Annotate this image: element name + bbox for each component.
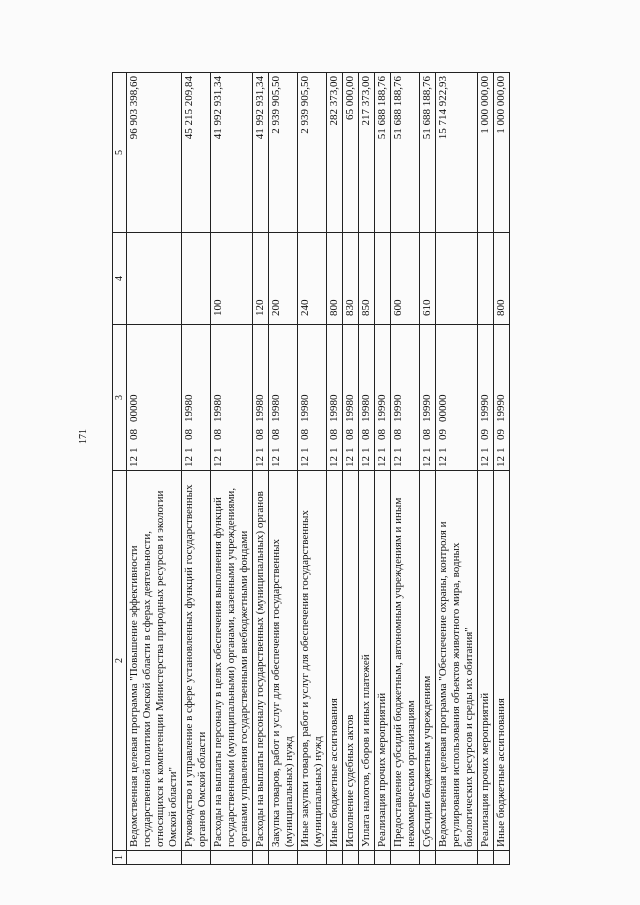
row-index-cell	[127, 851, 182, 865]
code-subsection: 1	[254, 447, 266, 453]
row-expense-kind: 100	[211, 233, 253, 325]
table-row	[359, 73, 375, 865]
budget-table	[112, 72, 510, 865]
row-expense-kind	[375, 233, 391, 325]
row-amount: 65 000,00	[343, 73, 359, 233]
code-direction: 00000	[437, 394, 449, 422]
code-section: 12	[360, 456, 372, 467]
code-direction: 19990	[495, 394, 507, 422]
table-row	[478, 73, 494, 865]
header-row	[113, 73, 127, 865]
row-index-cell	[478, 851, 494, 865]
code-direction: 19980	[254, 394, 266, 422]
code-subsection: 1	[495, 447, 507, 453]
page-number: 171	[78, 429, 89, 444]
row-expense-kind: 610	[420, 233, 436, 325]
row-code-cell	[182, 325, 211, 471]
row-expense-kind: 200	[269, 233, 298, 325]
table-row	[269, 73, 298, 865]
code-section: 12	[344, 456, 356, 467]
row-name: Исполнение судебных актов	[343, 471, 359, 851]
row-index-cell	[359, 851, 375, 865]
row-expense-kind: 600	[391, 233, 420, 325]
code-program: 08	[299, 429, 311, 440]
row-name: Руководство и управление в сфере установленных функций государственных органов Омской области	[182, 471, 211, 851]
row-index-cell	[494, 851, 510, 865]
row-code-cell	[436, 325, 478, 471]
row-amount: 217 373,00	[359, 73, 375, 233]
row-amount: 2 939 905,50	[269, 73, 298, 233]
row-expense-kind: 120	[253, 233, 269, 325]
code-subsection: 1	[392, 447, 404, 453]
code-section: 12	[254, 456, 266, 467]
code-subsection: 1	[270, 447, 282, 453]
code-direction: 19990	[376, 394, 388, 422]
row-amount: 41 992 931,34	[253, 73, 269, 233]
header-col-3: 3	[113, 325, 127, 471]
row-code-cell	[391, 325, 420, 471]
row-expense-kind	[127, 233, 182, 325]
table-row	[182, 73, 211, 865]
row-code-cell	[298, 325, 327, 471]
row-code-cell	[211, 325, 253, 471]
code-program: 08	[392, 429, 404, 440]
code-section: 12	[376, 456, 388, 467]
table-row	[436, 73, 478, 865]
row-code-cell	[375, 325, 391, 471]
row-amount: 1 000 000,00	[494, 73, 510, 233]
table-row	[420, 73, 436, 865]
row-amount: 1 000 000,00	[478, 73, 494, 233]
table-body	[127, 73, 510, 865]
row-index-cell	[420, 851, 436, 865]
code-program: 08	[421, 429, 433, 440]
code-subsection: 1	[299, 447, 311, 453]
row-expense-kind	[436, 233, 478, 325]
row-index-cell	[327, 851, 343, 865]
table-row	[375, 73, 391, 865]
row-name: Ведомственная целевая программа "Обеспечение охраны, контроля и регулирования использования объектов животного мира, водных биологических ресурсов и среды их обитания"	[436, 471, 478, 851]
row-index-cell	[375, 851, 391, 865]
row-code-cell	[269, 325, 298, 471]
code-section: 12	[437, 456, 449, 467]
row-index-cell	[269, 851, 298, 865]
table-row	[127, 73, 182, 865]
code-program: 09	[437, 429, 449, 440]
code-direction: 19980	[183, 394, 195, 422]
row-expense-kind: 800	[327, 233, 343, 325]
row-index-cell	[343, 851, 359, 865]
code-subsection: 1	[212, 447, 224, 453]
code-direction: 19980	[299, 394, 311, 422]
row-index-cell	[182, 851, 211, 865]
code-section: 12	[479, 456, 491, 467]
row-expense-kind: 830	[343, 233, 359, 325]
row-index-cell	[211, 851, 253, 865]
row-amount: 15 714 922,93	[436, 73, 478, 233]
code-section: 12	[212, 456, 224, 467]
row-name: Иные закупки товаров, работ и услуг для обеспечения государственных (муниципальных) нужд	[298, 471, 327, 851]
code-section: 12	[299, 456, 311, 467]
row-amount: 96 903 398,60	[127, 73, 182, 233]
code-subsection: 1	[376, 447, 388, 453]
code-section: 12	[421, 456, 433, 467]
code-direction: 19990	[479, 394, 491, 422]
row-index-cell	[253, 851, 269, 865]
table-row	[253, 73, 269, 865]
code-section: 12	[128, 456, 140, 467]
code-subsection: 1	[437, 447, 449, 453]
row-index-cell	[436, 851, 478, 865]
row-code-cell	[127, 325, 182, 471]
row-name: Иные бюджетные ассигнования	[327, 471, 343, 851]
row-code-cell	[420, 325, 436, 471]
row-amount: 51 688 188,76	[420, 73, 436, 233]
code-direction: 19990	[392, 394, 404, 422]
code-direction: 19980	[328, 394, 340, 422]
row-code-cell	[253, 325, 269, 471]
row-name: Иные бюджетные ассигнования	[494, 471, 510, 851]
code-section: 12	[392, 456, 404, 467]
row-amount: 51 688 188,76	[391, 73, 420, 233]
code-direction: 19980	[360, 394, 372, 422]
code-subsection: 1	[183, 447, 195, 453]
code-program: 08	[360, 429, 372, 440]
row-name: Предоставление субсидий бюджетным, автономным учреждениям и иным некоммерческим организациям	[391, 471, 420, 851]
table-row	[327, 73, 343, 865]
row-code-cell	[343, 325, 359, 471]
code-section: 12	[328, 456, 340, 467]
row-amount: 41 992 931,34	[211, 73, 253, 233]
row-name: Субсидии бюджетным учреждениям	[420, 471, 436, 851]
budget-table-container	[112, 73, 567, 865]
table-row	[391, 73, 420, 865]
code-direction: 19980	[344, 394, 356, 422]
row-code-cell	[478, 325, 494, 471]
code-direction: 00000	[128, 394, 140, 422]
row-name: Расходы на выплаты персоналу в целях обеспечения выполнения функций государственными (муниципальными) органами, казенными учреждениями, органами управления государственными внебюджетными фондами	[211, 471, 253, 851]
row-name: Расходы на выплаты персоналу государственных (муниципальных) органов	[253, 471, 269, 851]
row-amount: 282 373,00	[327, 73, 343, 233]
table-row	[494, 73, 510, 865]
code-subsection: 1	[344, 447, 356, 453]
code-program: 08	[212, 429, 224, 440]
code-section: 12	[270, 456, 282, 467]
code-subsection: 1	[479, 447, 491, 453]
code-subsection: 1	[128, 447, 140, 453]
row-code-cell	[327, 325, 343, 471]
header-col-4: 4	[113, 233, 127, 325]
code-subsection: 1	[421, 447, 433, 453]
header-col-5: 5	[113, 73, 127, 233]
code-section: 12	[495, 456, 507, 467]
row-expense-kind: 240	[298, 233, 327, 325]
code-program: 09	[479, 429, 491, 440]
header-col-2: 2	[113, 471, 127, 851]
row-name: Закупка товаров, работ и услуг для обеспечения государственных (муниципальных) нужд	[269, 471, 298, 851]
table-row	[211, 73, 253, 865]
row-code-cell	[494, 325, 510, 471]
row-name: Реализация прочих мероприятий	[375, 471, 391, 851]
code-subsection: 1	[328, 447, 340, 453]
row-index-cell	[298, 851, 327, 865]
code-direction: 19980	[212, 394, 224, 422]
code-program: 08	[270, 429, 282, 440]
code-program: 08	[128, 429, 140, 440]
code-subsection: 1	[360, 447, 372, 453]
code-program: 08	[183, 429, 195, 440]
table-row	[343, 73, 359, 865]
header-col-1: 1	[113, 851, 127, 865]
code-program: 08	[254, 429, 266, 440]
row-name: Ведомственная целевая программа "Повышение эффективности государственной политики Омской области в сферах деятельности, относящихся к компетенции Министерства природных ресурсов и экологии Омской области"	[127, 471, 182, 851]
code-program: 08	[328, 429, 340, 440]
row-expense-kind: 800	[494, 233, 510, 325]
row-name: Уплата налогов, сборов и иных платежей	[359, 471, 375, 851]
row-amount: 2 939 905,50	[298, 73, 327, 233]
row-amount: 51 688 188,76	[375, 73, 391, 233]
row-expense-kind: 850	[359, 233, 375, 325]
row-index-cell	[391, 851, 420, 865]
row-amount: 45 215 209,84	[182, 73, 211, 233]
code-program: 08	[376, 429, 388, 440]
row-expense-kind	[182, 233, 211, 325]
table-row	[298, 73, 327, 865]
row-code-cell	[359, 325, 375, 471]
code-program: 09	[495, 429, 507, 440]
row-name: Реализация прочих мероприятий	[478, 471, 494, 851]
code-section: 12	[183, 456, 195, 467]
code-direction: 19980	[270, 394, 282, 422]
row-expense-kind	[478, 233, 494, 325]
code-program: 08	[344, 429, 356, 440]
code-direction: 19990	[421, 394, 433, 422]
